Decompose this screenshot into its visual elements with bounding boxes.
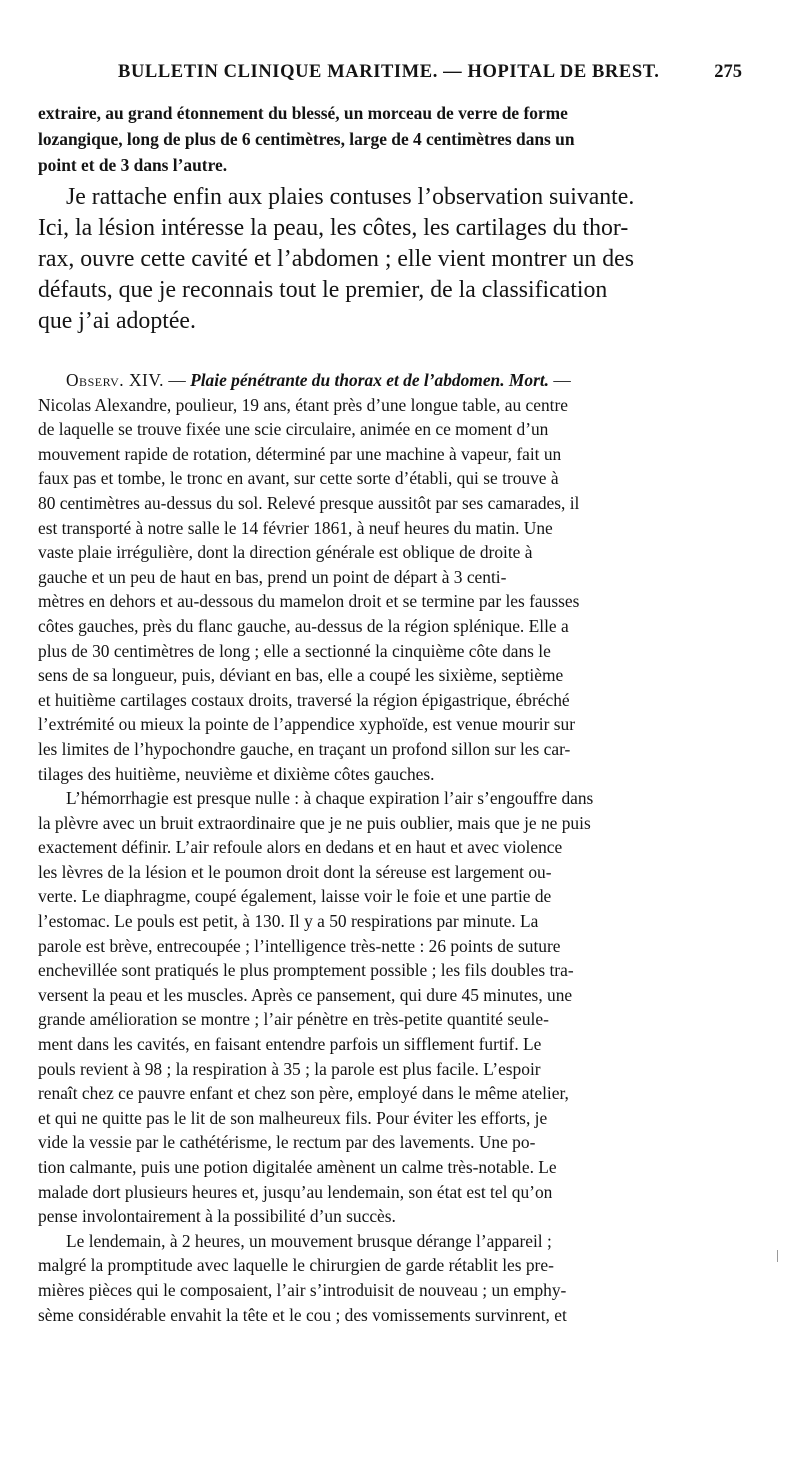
observation-title: Plaie pénétrante du thorax et de l’abdomen. Mort.: [190, 370, 550, 390]
text-line: et qui ne quitte pas le lit de son malheureux fils. Pour éviter les efforts, je: [38, 1107, 548, 1128]
text-line: plus de 30 centimètres de long ; elle a sectionné la cinquième côte dans le: [38, 640, 551, 661]
text-line: l’estomac. Le pouls est petit, à 130. Il y a 50 respirations par minute. La: [38, 911, 539, 932]
text-line: point et de 3 dans l’autre.: [38, 155, 228, 175]
text-line: 80 centimètres au-dessus du sol. Relevé presque aussitôt par ses camarades, il: [38, 492, 580, 513]
text-line: pense involontairement à la possibilité d’un succès.: [38, 1206, 396, 1227]
heading-dash: —: [549, 370, 571, 390]
text-line: enchevillée sont pratiqués le plus promptement possible ; les fils doubles tra-: [38, 960, 574, 981]
text-line: de laquelle se trouve fixée une scie circulaire, animée en ce moment d’un: [38, 419, 549, 440]
text-line: faux pas et tombe, le tronc en avant, sur cette sorte d’établi, qui se trouve à: [38, 468, 559, 489]
text-line: les lèvres de la lésion et le poumon droit dont la séreuse est largement ou-: [38, 861, 552, 882]
text-line: malgré la promptitude avec laquelle le chirurgien de garde rétablit les pre-: [38, 1255, 554, 1276]
text-line: grande amélioration se montre ; l’air pénètre en très-petite quantité seule-: [38, 1009, 549, 1030]
text-line: renaît chez ce pauvre enfant et chez son père, employé dans le même atelier,: [38, 1083, 569, 1104]
running-header: [38, 62, 742, 88]
text-line: lozangique, long de plus de 6 centimètres, large de 4 centimètres dans un: [38, 129, 575, 149]
heading-dash: —: [164, 370, 191, 390]
text-line: verte. Le diaphragme, coupé également, laisse voir le foie et une partie de: [38, 886, 552, 907]
text-line: tion calmante, puis une potion digitalée amènent un calme très-notable. Le: [38, 1157, 557, 1177]
running-title: BULLETIN CLINIQUE MARITIME. — HOPITAL DE BREST.: [118, 62, 660, 82]
text-line: exactement définir. L’air refoule alors en dedans et en haut et avec violence: [38, 837, 563, 858]
text-line: Je rattache enfin aux plaies contuses l’observation suivante.: [66, 184, 635, 210]
text-line: versent la peau et les muscles. Après ce pansement, qui dure 45 minutes, une: [38, 984, 573, 1005]
observation-section: [38, 368, 742, 1327]
text-line: gauche et un peu de haut en bas, prend un point de départ à 3 centi-: [38, 566, 507, 587]
text-line: défauts, que je reconnais tout le premier, de la classification: [38, 277, 608, 303]
observation-heading: [38, 368, 742, 393]
text-line: l’extrémité ou mieux la pointe de l’appendice xyphoïde, est venue mourir sur: [38, 714, 576, 735]
text-line: sens de sa longueur, puis, déviant en bas, elle a coupé les sixième, septième: [38, 665, 564, 686]
page-number: 275: [714, 62, 742, 82]
text-line: que j’ai adoptée.: [38, 308, 196, 334]
observation-label: Observ. XIV.: [66, 370, 164, 390]
text-line: les limites de l’hypochondre gauche, en traçant un profond sillon sur les car-: [38, 738, 571, 759]
text-line: Le lendemain, à 2 heures, un mouvement brusque dérange l’appareil ;: [66, 1230, 552, 1251]
text-line: malade dort plusieurs heures et, jusqu’au lendemain, son état est tel qu’on: [38, 1181, 553, 1202]
text-line: vide la vessie par le cathétérisme, le rectum par des lavements. Une po-: [38, 1132, 536, 1153]
text-line: mètres en dehors et au-dessous du mamelon droit et se termine par les fausses: [38, 591, 580, 612]
text-line: parole est brève, entrecoupée ; l’intelligence très-nette : 26 points de suture: [38, 935, 561, 956]
text-line: tilages des huitième, neuvième et dixième côtes gauches.: [38, 763, 435, 784]
text-line: vaste plaie irrégulière, dont la direction générale est oblique de droite à: [38, 542, 533, 563]
scan-edge-mark: [777, 1250, 778, 1262]
text-line: extraire, au grand étonnement du blessé, un morceau de verre de forme: [38, 103, 568, 123]
text-line: L’hémorrhagie est presque nulle : à chaque expiration l’air s’engouffre dans: [66, 788, 594, 809]
text-line: la plèvre avec un bruit extraordinaire que je ne puis oublier, mais que je ne puis: [38, 812, 591, 833]
text-line: mouvement rapide de rotation, déterminé par une machine à vapeur, fait un: [38, 443, 562, 464]
text-line: ment dans les cavités, en faisant entendre parfois un sifflement furtif. Le: [38, 1034, 542, 1055]
paragraph-continuation: [38, 100, 742, 178]
text-line: est transporté à notre salle le 14 février 1861, à neuf heures du matin. Une: [38, 517, 553, 538]
text-line: pouls revient à 98 ; la respiration à 35 ; la parole est plus facile. L’espoir: [38, 1058, 541, 1079]
text-line: côtes gauches, près du flanc gauche, au-dessus de la région splénique. Elle a: [38, 615, 569, 636]
paragraph-introduction: [38, 182, 742, 337]
text-line: mières pièces qui le composaient, l’air s’introduisit de nouveau ; un emphy-: [38, 1279, 567, 1300]
text-line: Ici, la lésion intéresse la peau, les côtes, les cartilages du thor-: [38, 215, 629, 241]
text-line: et huitième cartilages costaux droits, traversé la région épigastrique, ébréché: [38, 689, 570, 710]
text-line: sème considérable envahit la tête et le cou ; des vomissements survinrent, et: [38, 1304, 567, 1325]
text-line: rax, ouvre cette cavité et l’abdomen ; elle vient montrer un des: [38, 246, 635, 272]
text-line: Nicolas Alexandre, poulieur, 19 ans, étant près d’une longue table, au centre: [38, 394, 569, 415]
